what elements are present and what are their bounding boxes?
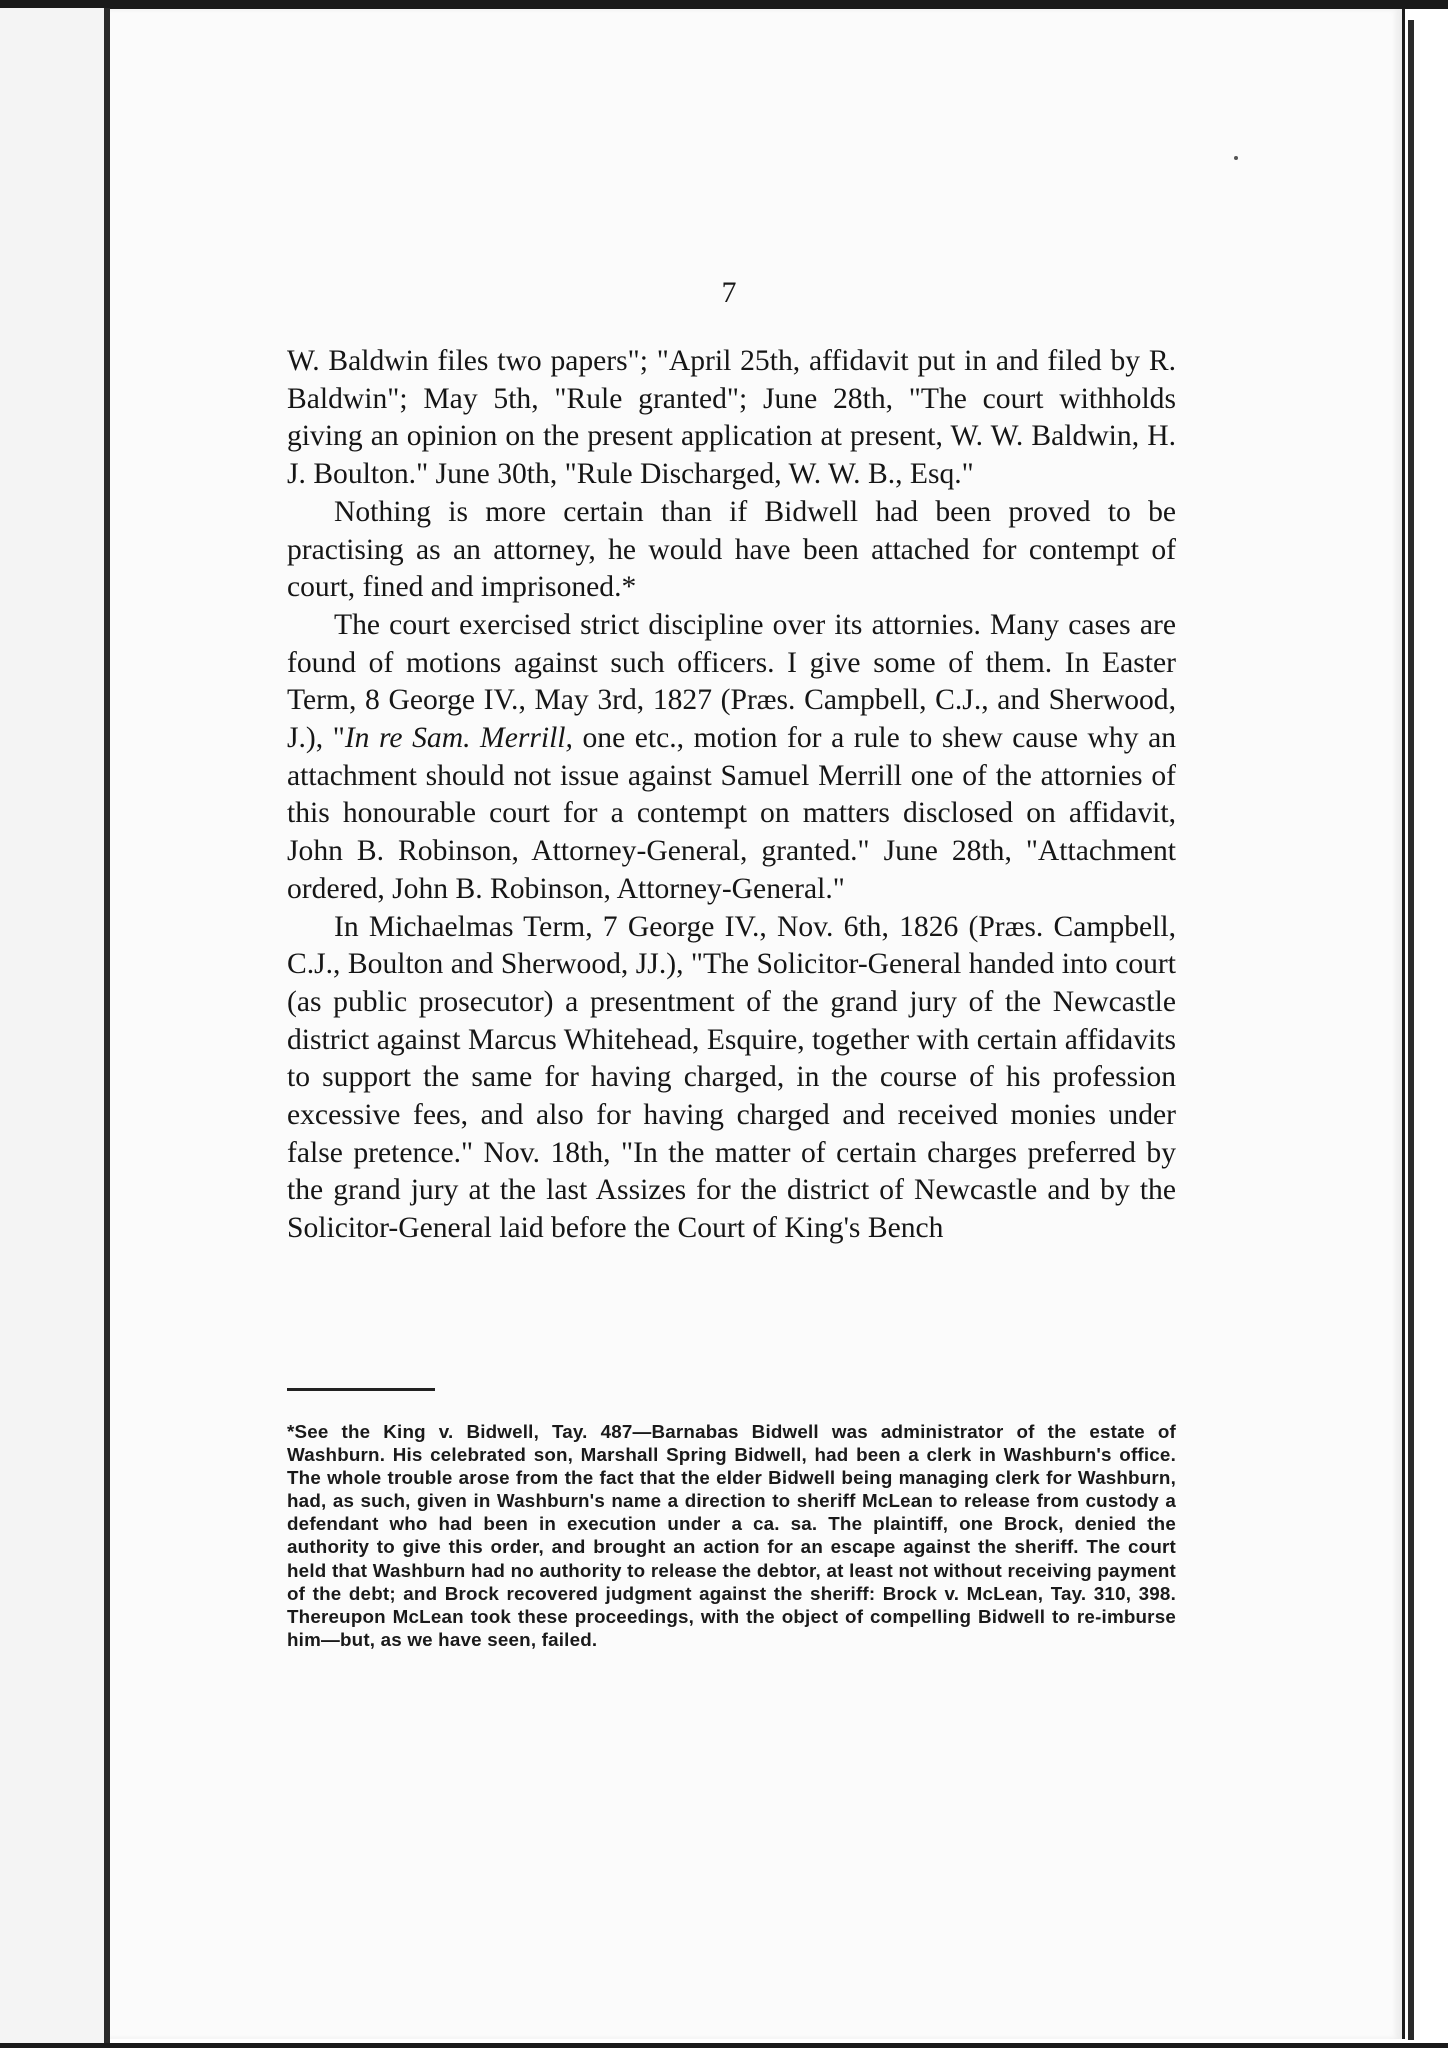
case-name-italic: In re Sam. Merrill, [344, 722, 573, 755]
paragraph-4: In Michaelmas Term, 7 George IV., Nov. 6th, 1826 (Præs. Campbell, C.J., Boulton and Sherwood, JJ.), "The Solicitor-General handed into court (as public prosecutor) a presentment of the grand jury of the Newcastle district against Marcus Whitehead, Esquire, together with certain affidavits to support the same for having charged, in the course of his profession excessive fees, and also for having charged and received monies under false pretence." Nov. 18th, "In the matter of certain charges preferred by the grand jury at the last Assizes for the district of Newcastle and by the Solicitor-General laid before the Court of King's Bench [287, 910, 1176, 1245]
top-scan-edge [0, 0, 1448, 9]
paragraph-2: Nothing is more certain than if Bidwell had been proved to be practising as an attorney, he would have been attached for contempt of court, fined and imprisoned.* [287, 495, 1176, 604]
right-margin [1414, 9, 1448, 2043]
footnote-text: *See the King v. Bidwell, Tay. 487—Barnabas Bidwell was administrator of the estate of Washburn. His celebrated son, Marshall Spring Bidwell, had been a clerk in Washburn's office. The whole trouble arose from the fact that the elder Bidwell being managing clerk for Washburn, had, as such, given in Washburn's name a direction to sheriff McLean to release from custody a defendant who had been in execution under a ca. sa. The plaintiff, one Brock, denied the authority to give this order, and brought an action for an escape against the sheriff. The court held that Washburn had no authority to release the debtor, at least not without receiving payment of the debt; and Brock recovered judgment against the sheriff: Brock v. McLean, Tay. 310, 398. Thereupon McLean took these proceedings, with the object of compelling Bidwell to re-imburse him—but, as we have seen, failed. [287, 1421, 1176, 1650]
footnote-divider [287, 1388, 435, 1391]
paragraph-3 [287, 607, 1176, 909]
paragraph-1: W. Baldwin files two papers"; "April 25th, affidavit put in and filed by R. Baldwin"; May 5th, "Rule granted"; June 28th, "The court withholds giving an opinion on the present application at present, W. W. Baldwin, H. J. Boulton." June 30th, "Rule Discharged, W. W. B., Esq." [287, 345, 1176, 491]
bottom-scan-edge [0, 2043, 1448, 2048]
page-number: 7 [721, 276, 737, 309]
body-text [287, 343, 1176, 1248]
scan-speck [1234, 156, 1238, 160]
paragraph-3-part-a: The court exercised strict discipline over its attornies. Many cases are found of motions against such officers. I give some of them. In Easter Term, 8 George IV., May 3rd, 1827 (Præs. Campbell, C.J., and Sherwood, J.), " [287, 608, 1176, 755]
paragraph-3-part-b: one etc., motion for a rule to shew cause why an attachment should not issue against Samuel Merrill one of the attornies of this honourable court for a contempt on matters disclosed on affidavit, John B. Robinson, Attorney-General, granted." June 28th, "Attachment ordered, John B. Robinson, Attorney-General." [287, 722, 1176, 905]
footnote [287, 1420, 1176, 1651]
facing-page-edge [0, 8, 110, 2044]
